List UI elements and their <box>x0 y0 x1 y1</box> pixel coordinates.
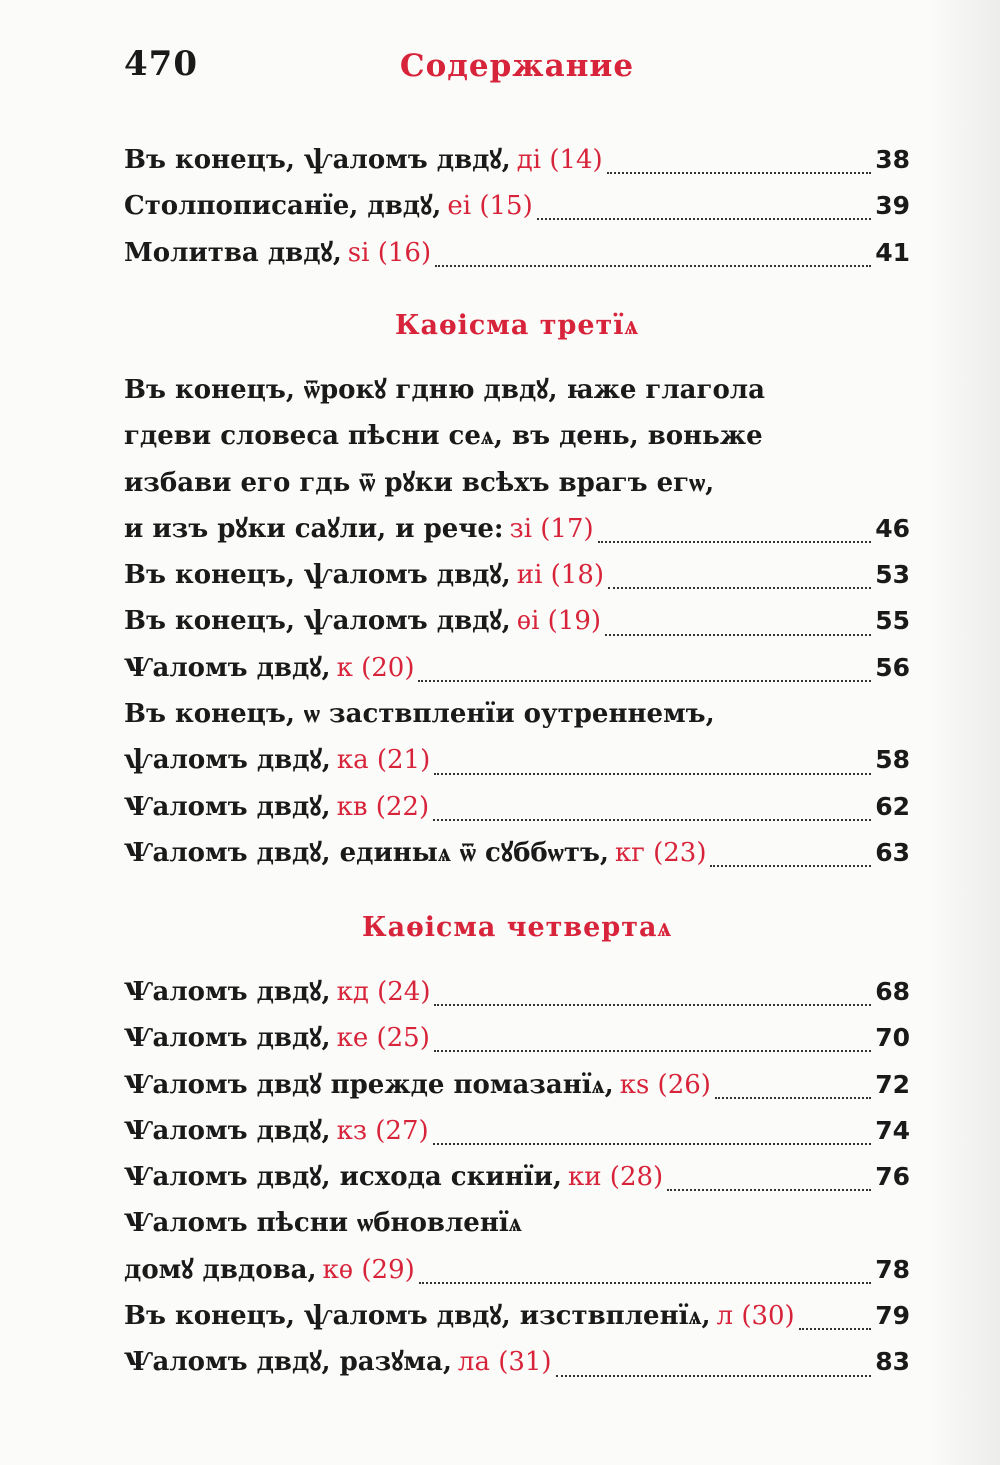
psalm-number: зі (17) <box>509 513 594 544</box>
psalm-number: кѕ (26) <box>619 1069 711 1100</box>
toc-entry <box>124 737 910 783</box>
toc-entry <box>124 1293 910 1339</box>
toc-entry-title: Ѱаломъ двдꙋ, исхода скинїи, <box>124 1162 562 1193</box>
toc-entry <box>124 137 910 183</box>
psalm-number: к (20) <box>336 652 415 683</box>
page-ref: 58 <box>875 745 910 775</box>
dot-leader <box>607 150 872 174</box>
page-ref: 62 <box>875 791 910 821</box>
psalm-number: ѳі (19) <box>516 606 602 637</box>
page-ref: 70 <box>875 1023 910 1053</box>
dot-leader <box>418 658 871 682</box>
dot-leader <box>598 519 872 543</box>
toc-entry <box>124 367 910 413</box>
toc-entry <box>124 1015 910 1061</box>
toc-entry <box>124 691 910 737</box>
psalm-number: ѕі (16) <box>347 237 432 268</box>
toc-block-1 <box>124 137 910 276</box>
toc-entry-title: домꙋ двдова, <box>124 1254 317 1285</box>
toc-entry <box>124 552 910 598</box>
psalm-number: л (30) <box>716 1301 795 1332</box>
dot-leader <box>799 1306 872 1330</box>
toc-entry-title: Въ конецъ, ѡ заствпленїи оутреннемъ, <box>124 699 715 730</box>
psalm-number: кг (23) <box>614 837 707 868</box>
toc-entry-title: гдеви словеса пѣсни сеѧ, въ день, воньже <box>124 421 763 452</box>
page-ref: 74 <box>875 1115 910 1145</box>
toc-entry-title: Молитва двдꙋ, <box>124 237 342 268</box>
toc-entry-title: Ѱаломъ двдꙋ, <box>124 652 331 683</box>
dot-leader <box>556 1353 872 1377</box>
toc-entry <box>124 830 910 876</box>
toc-entry-title: Ѱаломъ двдꙋ, <box>124 1023 331 1054</box>
page-ref: 55 <box>875 606 910 636</box>
section-heading-kathisma-3: Каѳісма третїѧ <box>395 310 639 341</box>
psalm-number: ді (14) <box>516 145 603 175</box>
dot-leader <box>608 565 871 589</box>
section-heading-kathisma-4: Каѳісма четвертаѧ <box>362 912 672 943</box>
toc-entry-title: Ѱаломъ двдꙋ, <box>124 791 331 822</box>
dot-leader <box>605 612 871 636</box>
dot-leader <box>433 797 871 821</box>
toc-entry-title: Ѱаломъ двдꙋ, <box>124 1115 331 1146</box>
page-ref: 72 <box>875 1069 910 1099</box>
toc-entry <box>124 183 910 229</box>
dot-leader <box>433 1121 872 1145</box>
toc-entry <box>124 230 910 276</box>
page-ref: 78 <box>875 1254 910 1284</box>
toc-entry <box>124 1247 910 1293</box>
dot-leader <box>434 1028 871 1052</box>
dot-leader <box>434 982 871 1006</box>
page-ref: 56 <box>875 652 910 682</box>
toc-entry-title: Ѱаломъ двдꙋ, разꙋма, <box>124 1347 452 1378</box>
toc-entry-title: Ѱаломъ двдꙋ, <box>124 977 331 1007</box>
page-ref: 46 <box>875 513 910 543</box>
page-ref: 38 <box>875 145 910 174</box>
toc-entry <box>124 1154 910 1200</box>
page-ref: 83 <box>875 1347 910 1377</box>
toc-entry <box>124 506 910 552</box>
toc-entry <box>124 598 910 644</box>
toc-entry-title: Ѱаломъ двдꙋ, единыѧ ѿ сꙋббѡтъ, <box>124 837 609 868</box>
page-ref: 79 <box>875 1301 910 1331</box>
dot-leader <box>715 1075 871 1099</box>
page-ref: 39 <box>875 191 910 221</box>
toc-entry-title: Въ конецъ, ѱаломъ двдꙋ, <box>124 145 511 175</box>
page-edge-shadow <box>930 0 1000 1465</box>
psalm-number: ке (25) <box>336 1023 430 1054</box>
toc-entry-title: Ѱаломъ двдꙋ прежде помазанїѧ, <box>124 1069 614 1100</box>
toc-entry-title: Въ конецъ, ѱаломъ двдꙋ, <box>124 606 511 637</box>
toc-entry <box>124 784 910 830</box>
running-title: Содержание <box>399 48 635 84</box>
dot-leader <box>667 1167 871 1191</box>
dot-leader <box>710 843 871 867</box>
toc-entry <box>124 645 910 691</box>
psalm-number: иі (18) <box>516 560 605 591</box>
toc-entry-title: Ѱаломъ пѣсни ѡбновленїѧ <box>124 1208 522 1239</box>
toc-entry <box>124 1062 910 1108</box>
dot-leader <box>537 196 871 220</box>
toc-entry-title: ѱаломъ двдꙋ, <box>124 745 331 776</box>
page-ref: 63 <box>875 837 910 867</box>
psalm-number: кв (22) <box>336 791 430 822</box>
toc-block-2 <box>124 367 910 876</box>
page-ref: 76 <box>875 1162 910 1192</box>
psalm-number: ла (31) <box>457 1347 552 1378</box>
toc-block-3 <box>124 969 910 1386</box>
psalm-number: кз (27) <box>336 1115 429 1146</box>
toc-entry <box>124 1108 910 1154</box>
toc-entry-title: Столпописанїе, двдꙋ, <box>124 191 442 222</box>
dot-leader <box>435 243 871 267</box>
psalm-number: ка (21) <box>336 745 431 776</box>
psalm-number: еі (15) <box>447 191 533 222</box>
toc-entry <box>124 413 910 459</box>
page-ref: 41 <box>875 237 910 267</box>
toc-entry-title: Въ конецъ, ѱаломъ двдꙋ, <box>124 560 511 591</box>
psalm-number: ки (28) <box>567 1162 664 1193</box>
toc-entry-title: избави его гдь ѿ рꙋки всѣхъ врагъ егѡ, <box>124 467 715 498</box>
page-number: 470 <box>124 44 198 84</box>
toc-entry-title: и изъ рꙋки саꙋли, и рече: <box>124 513 504 544</box>
page-header <box>124 44 910 94</box>
page-ref: 68 <box>875 977 910 1006</box>
toc-entry <box>124 460 910 506</box>
toc-entry <box>124 969 910 1015</box>
toc-entry <box>124 1339 910 1385</box>
page-ref: 53 <box>875 560 910 590</box>
psalm-number: кѳ (29) <box>322 1254 415 1285</box>
dot-leader <box>434 751 871 775</box>
psalm-number: кд (24) <box>336 977 431 1007</box>
toc-entry-title: Въ конецъ, ѱаломъ двдꙋ, изствпленїѧ, <box>124 1301 711 1332</box>
toc-entry <box>124 1200 910 1246</box>
dot-leader <box>419 1260 871 1284</box>
toc-entry-title: Въ конецъ, ѿрокꙋ гдню двдꙋ, ꙗже глагола <box>124 375 765 405</box>
